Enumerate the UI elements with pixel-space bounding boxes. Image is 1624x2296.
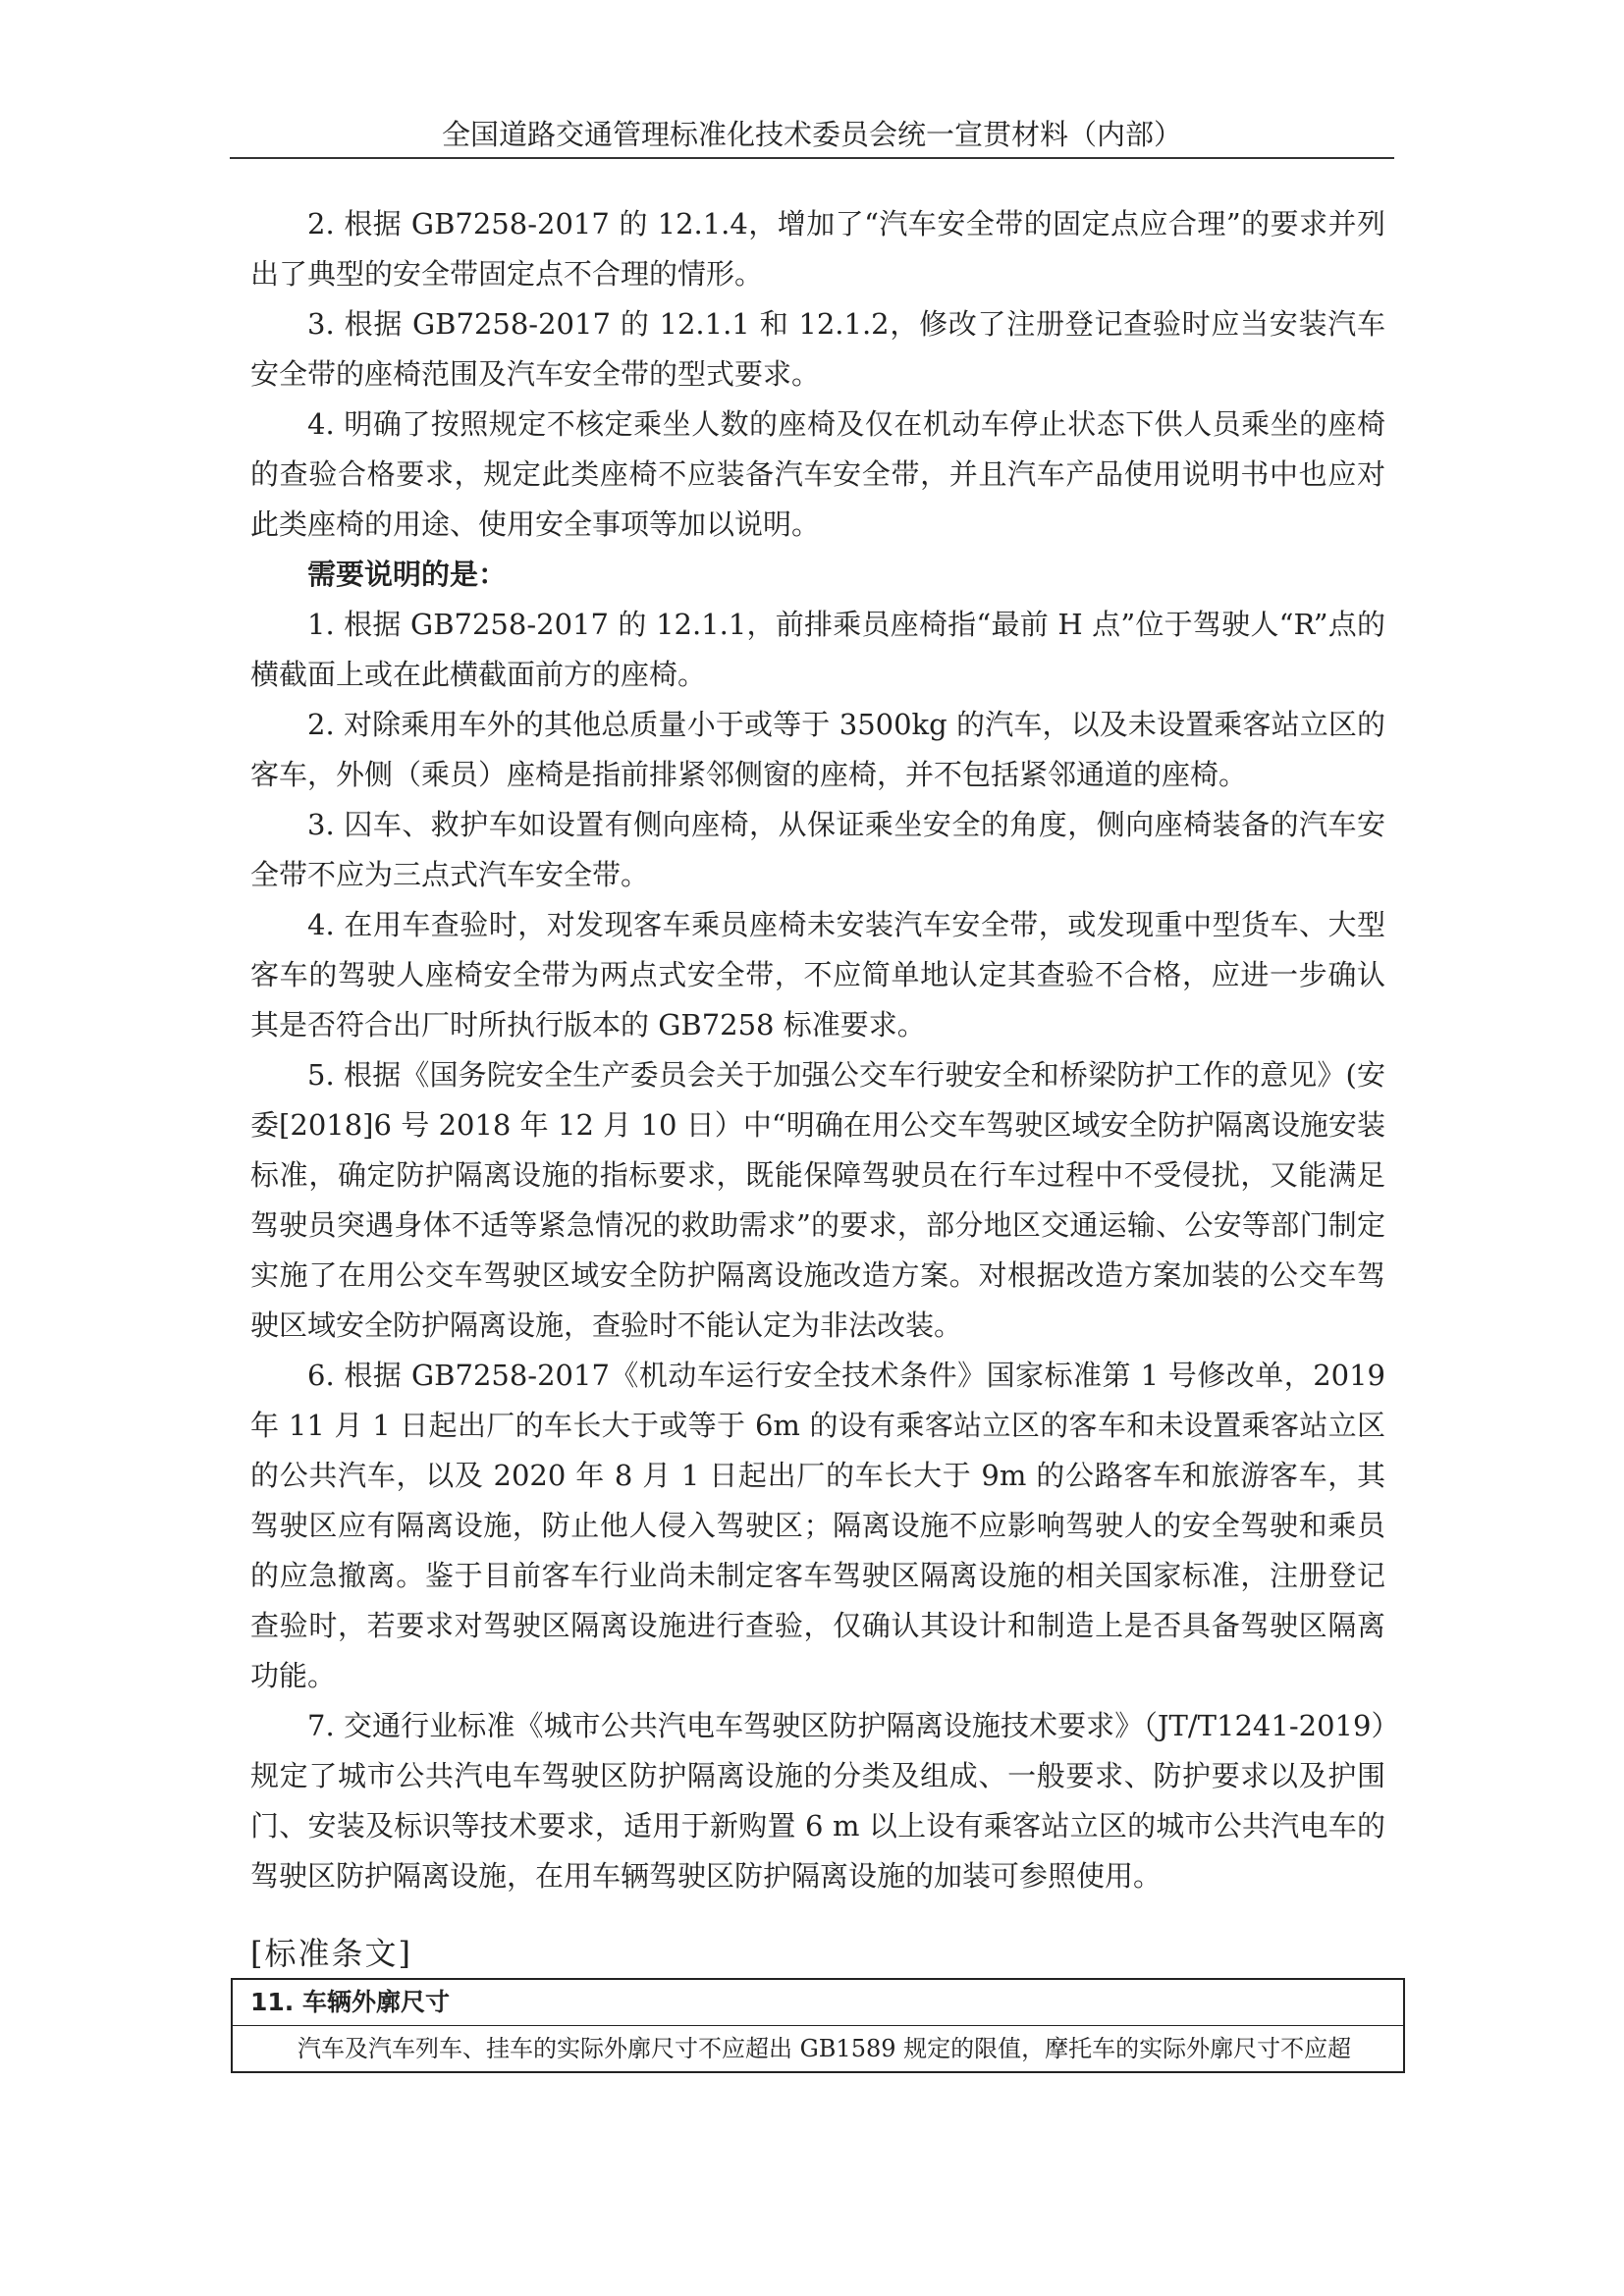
notes-heading: 需要说明的是： [307, 558, 508, 591]
body-text [250, 199, 1385, 1901]
standard-clause-body: 汽车及汽车列车、挂车的实际外廓尺寸不应超出 GB1589 规定的限值，摩托车的实际外廓尺寸不应超 [298, 2035, 1352, 2062]
section-label: [标准条文] [250, 1935, 412, 1972]
paragraph: 3. 囚车、救护车如设置有侧向座椅，从保证乘坐安全的角度，侧向座椅装备的汽车安全带不应为三点式汽车安全带。 [250, 808, 1385, 891]
paragraph: 6. 根据 GB7258-2017《机动车运行安全技术条件》国家标准第 1 号修改单，2019 年 11 月 1 日起出厂的车长大于或等于 6m 的设有乘客站立区的客车和未设置乘客站立区的公共汽车，以及 2020 年 8 月 1 日起出厂的车长大于 9m 的公路客车和旅游客车，其驾驶区应有隔离设施，防止他人侵入驾驶区；隔离设施不应影响驾驶人的安全驾驶和乘员的应急撤离。鉴于目前客车行业尚未制定客车驾驶区隔离设施的相关国家标准，注册登记查验时，若要求对驾驶区隔离设施进行查验，仅确认其设计和制造上是否具备驾驶区隔离功能。 [250, 1359, 1385, 1692]
paragraph: 2. 对除乘用车外的其他总质量小于或等于 3500kg 的汽车，以及未设置乘客站立区的客车，外侧（乘员）座椅是指前排紧邻侧窗的座椅，并不包括紧邻通道的座椅。 [250, 708, 1385, 791]
paragraph: 5. 根据《国务院安全生产委员会关于加强公交车行驶安全和桥梁防护工作的意见》(安委[2018]6 号 2018 年 12 月 10 日）中“明确在用公交车驾驶区域安全防护隔离设施安装标准，确定防护隔离设施的指标要求，既能保障驾驶员在行车过程中不受侵扰，又能满足驾驶员突遇身体不适等紧急情况的救助需求”的要求，部分地区交通运输、公安等部门制定实施了在用公交车驾驶区域安全防护隔离设施改造方案。对根据改造方案加装的公交车驾驶区域安全防护隔离设施，查验时不能认定为非法改装。 [250, 1058, 1385, 1342]
paragraph: 4. 明确了按照规定不核定乘坐人数的座椅及仅在机动车停止状态下供人员乘坐的座椅的查验合格要求，规定此类座椅不应装备汽车安全带，并且汽车产品使用说明书中也应对此类座椅的用途、使用安全事项等加以说明。 [250, 407, 1385, 541]
paragraph: 2. 根据 GB7258-2017 的 12.1.4，增加了“汽车安全带的固定点应合理”的要求并列出了典型的安全带固定点不合理的情形。 [250, 207, 1385, 291]
page-header [230, 116, 1394, 159]
paragraph: 1. 根据 GB7258-2017 的 12.1.1，前排乘员座椅指“最前 H 点”位于驾驶人“R”点的横截面上或在此横截面前方的座椅。 [250, 608, 1385, 691]
paragraph: 4. 在用车查验时，对发现客车乘员座椅未安装汽车安全带，或发现重中型货车、大型客车的驾驶人座椅安全带为两点式安全带，不应简单地认定其查验不合格，应进一步确认其是否符合出厂时所执行版本的 GB7258 标准要求。 [250, 908, 1385, 1041]
header-title: 全国道路交通管理标准化技术委员会统一宣贯材料（内部） [441, 118, 1182, 151]
paragraph: 3. 根据 GB7258-2017 的 12.1.1 和 12.1.2，修改了注册登记查验时应当安装汽车安全带的座椅范围及汽车安全带的型式要求。 [250, 307, 1385, 391]
standard-clause-box [231, 1978, 1405, 2073]
standard-clause-title: 11. 车辆外廓尺寸 [233, 1980, 1403, 2026]
paragraph: 7. 交通行业标准《城市公共汽电车驾驶区防护隔离设施技术要求》（JT/T1241-2019）规定了城市公共汽电车驾驶区防护隔离设施的分类及组成、一般要求、防护要求以及护围门、安装及标识等技术要求，适用于新购置 6 m 以上设有乘客站立区的城市公共汽电车的驾驶区防护隔离设施，在用车辆驾驶区防护隔离设施的加装可参照使用。 [250, 1709, 1385, 1893]
